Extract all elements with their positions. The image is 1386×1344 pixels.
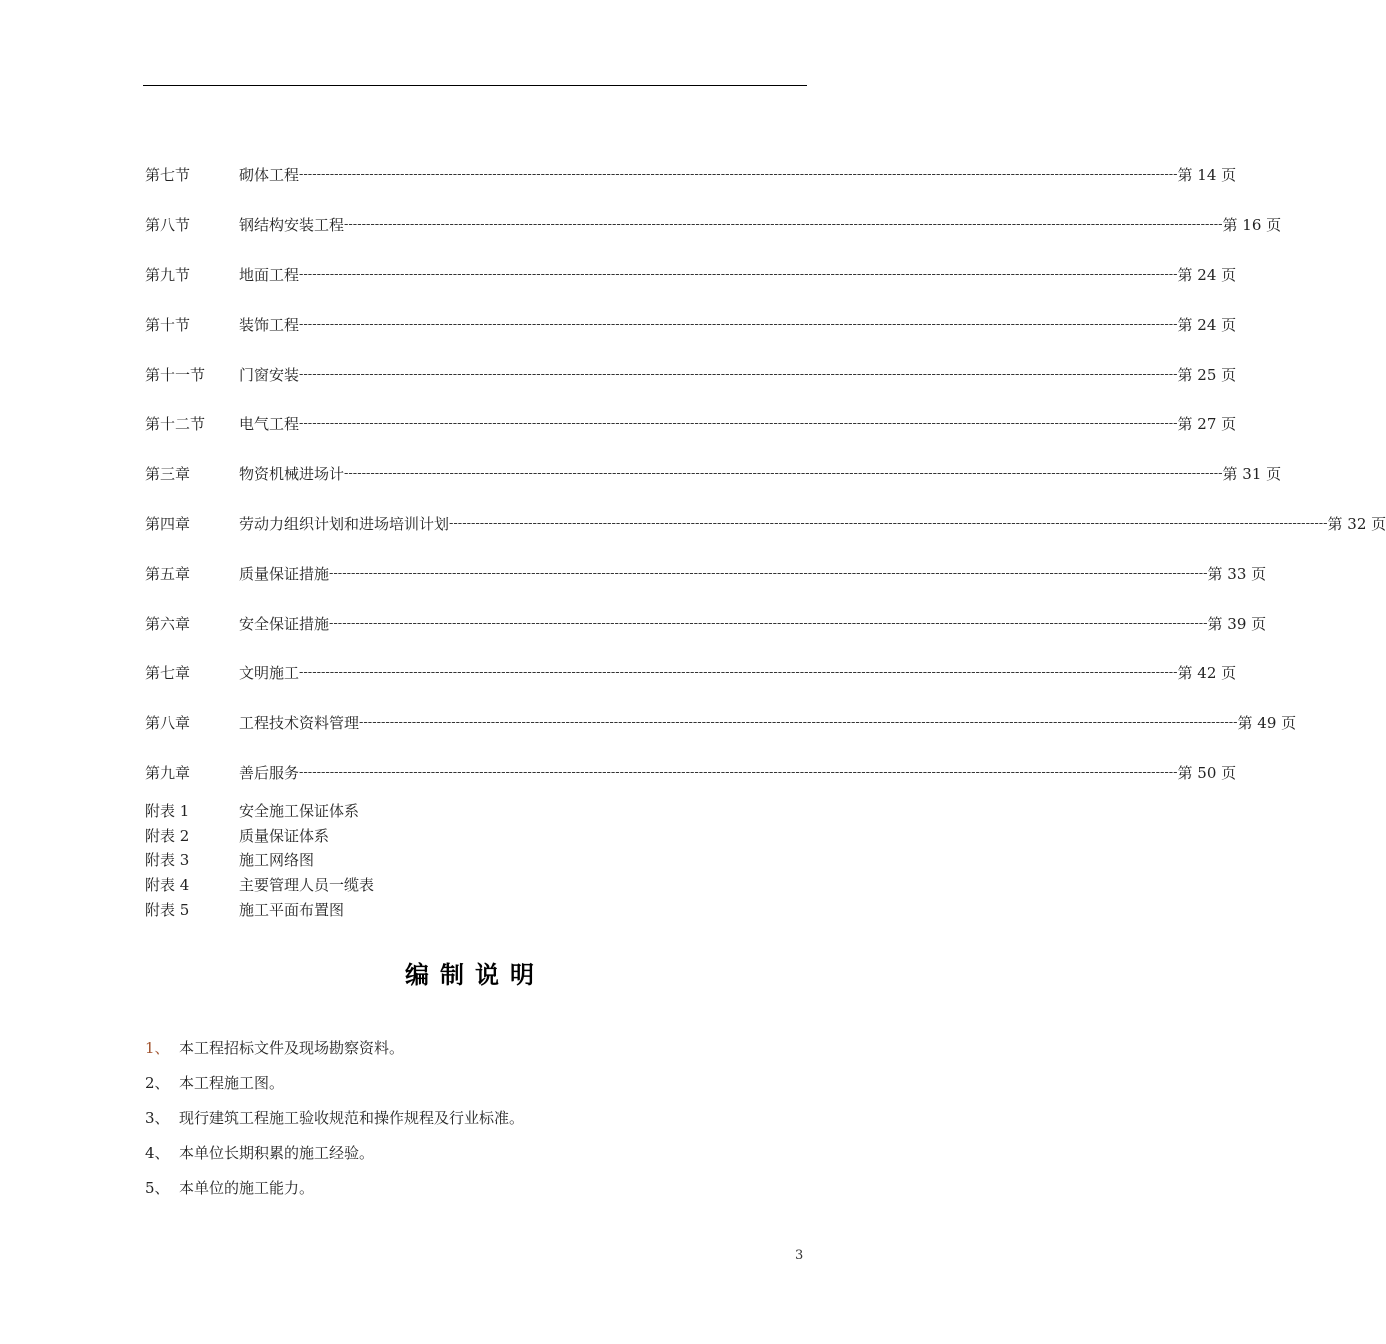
appendix-list — [145, 798, 745, 922]
toc-label: 第十一节 — [145, 365, 206, 384]
note-text: 现行建筑工程施工验收规范和操作规程及行业标准。 — [179, 1109, 525, 1127]
toc-title: 门窗安装 — [239, 365, 300, 384]
toc-row[interactable] — [145, 698, 1297, 748]
toc-title: 地面工程 — [239, 265, 300, 284]
toc-title: 物资机械进场计 — [239, 465, 345, 484]
toc-label: 第九节 — [145, 265, 191, 284]
appendix-item — [145, 848, 745, 873]
toc-title: 装饰工程 — [239, 315, 300, 334]
appendix-item — [145, 798, 745, 823]
note-item — [145, 1135, 805, 1170]
toc-row[interactable] — [145, 499, 1386, 549]
appendix-title: 质量保证体系 — [239, 826, 330, 845]
dot-leader: -------------------------------------------------------------------------------------------------------------------------------------------------------------------------------------------------------- — [449, 515, 1328, 531]
toc-title: 钢结构安装工程 — [239, 216, 345, 235]
toc-page: 第 27 页 — [1177, 415, 1237, 434]
toc-row[interactable] — [145, 250, 1237, 300]
toc-row[interactable] — [145, 449, 1282, 499]
appendix-title: 安全施工保证体系 — [239, 801, 360, 820]
note-number: 2、 — [145, 1074, 170, 1092]
toc-title: 质量保证措施 — [239, 564, 330, 583]
toc-label: 第五章 — [145, 564, 191, 583]
section-title: 编制说明 — [405, 960, 545, 989]
toc-page: 第 24 页 — [1177, 265, 1237, 284]
table-of-contents — [145, 150, 1386, 797]
toc-label: 第九章 — [145, 763, 191, 782]
toc-label: 第八章 — [145, 714, 191, 733]
toc-row[interactable] — [145, 150, 1237, 200]
note-item — [145, 1030, 805, 1065]
appendix-label: 附表 3 — [145, 851, 190, 870]
note-text: 本工程招标文件及现场勘察资料。 — [179, 1039, 405, 1057]
toc-page: 第 24 页 — [1177, 315, 1237, 334]
note-item — [145, 1065, 805, 1100]
dot-leader: -------------------------------------------------------------------------------------------------------------------------------------------------------------------------------------------------------- — [299, 366, 1178, 382]
appendix-item — [145, 897, 745, 922]
toc-title: 砌体工程 — [239, 166, 300, 185]
appendix-title: 施工平面布置图 — [239, 901, 345, 920]
dot-leader: -------------------------------------------------------------------------------------------------------------------------------------------------------------------------------------------------------- — [299, 764, 1178, 780]
toc-label: 第七章 — [145, 664, 191, 683]
toc-page: 第 49 页 — [1237, 714, 1297, 733]
notes-list — [145, 1030, 805, 1205]
note-number: 4、 — [145, 1144, 170, 1162]
toc-title: 劳动力组织计划和进场培训计划 — [239, 514, 450, 533]
toc-page: 第 14 页 — [1177, 166, 1237, 185]
dot-leader: -------------------------------------------------------------------------------------------------------------------------------------------------------------------------------------------------------- — [359, 715, 1238, 731]
toc-row[interactable] — [145, 299, 1237, 349]
toc-row[interactable] — [145, 598, 1267, 648]
note-text: 本单位长期积累的施工经验。 — [179, 1144, 375, 1162]
dot-leader: -------------------------------------------------------------------------------------------------------------------------------------------------------------------------------------------------------- — [344, 466, 1223, 482]
appendix-title: 施工网络图 — [239, 851, 315, 870]
toc-row[interactable] — [145, 349, 1237, 399]
toc-title: 电气工程 — [239, 415, 300, 434]
dot-leader: -------------------------------------------------------------------------------------------------------------------------------------------------------------------------------------------------------- — [299, 167, 1178, 183]
appendix-title: 主要管理人员一缆表 — [239, 876, 375, 895]
dot-leader: -------------------------------------------------------------------------------------------------------------------------------------------------------------------------------------------------------- — [299, 266, 1178, 282]
toc-label: 第十节 — [145, 315, 191, 334]
toc-page: 第 31 页 — [1222, 465, 1282, 484]
appendix-item — [145, 823, 745, 848]
toc-label: 第三章 — [145, 465, 191, 484]
toc-row[interactable] — [145, 648, 1237, 698]
toc-title: 善后服务 — [239, 763, 300, 782]
note-item — [145, 1100, 805, 1135]
note-text: 本工程施工图。 — [179, 1074, 285, 1092]
toc-title: 工程技术资料管理 — [239, 714, 360, 733]
note-number: 1、 — [145, 1039, 170, 1057]
dot-leader: -------------------------------------------------------------------------------------------------------------------------------------------------------------------------------------------------------- — [329, 615, 1208, 631]
toc-label: 第六章 — [145, 614, 191, 633]
dot-leader: -------------------------------------------------------------------------------------------------------------------------------------------------------------------------------------------------------- — [344, 217, 1223, 233]
toc-label: 第四章 — [145, 514, 191, 533]
note-item — [145, 1170, 805, 1205]
dot-leader: -------------------------------------------------------------------------------------------------------------------------------------------------------------------------------------------------------- — [299, 416, 1178, 432]
toc-page: 第 39 页 — [1207, 614, 1267, 633]
toc-title: 文明施工 — [239, 664, 300, 683]
toc-label: 第十二节 — [145, 415, 206, 434]
dot-leader: -------------------------------------------------------------------------------------------------------------------------------------------------------------------------------------------------------- — [299, 665, 1178, 681]
header-rule — [143, 85, 807, 86]
toc-page: 第 16 页 — [1222, 216, 1282, 235]
toc-row[interactable] — [145, 200, 1282, 250]
toc-row[interactable] — [145, 399, 1237, 449]
toc-page: 第 32 页 — [1327, 514, 1386, 533]
appendix-item — [145, 872, 745, 897]
note-number: 5、 — [145, 1179, 170, 1197]
toc-page: 第 33 页 — [1207, 564, 1267, 583]
dot-leader: -------------------------------------------------------------------------------------------------------------------------------------------------------------------------------------------------------- — [299, 316, 1178, 332]
toc-page: 第 25 页 — [1177, 365, 1237, 384]
toc-page: 第 50 页 — [1177, 763, 1237, 782]
note-number: 3、 — [145, 1109, 170, 1127]
note-text: 本单位的施工能力。 — [179, 1179, 315, 1197]
appendix-label: 附表 5 — [145, 901, 190, 920]
toc-page: 第 42 页 — [1177, 664, 1237, 683]
toc-label: 第七节 — [145, 166, 191, 185]
toc-title: 安全保证措施 — [239, 614, 330, 633]
toc-label: 第八节 — [145, 216, 191, 235]
page-number: 3 — [795, 1248, 804, 1263]
appendix-label: 附表 1 — [145, 801, 190, 820]
appendix-label: 附表 4 — [145, 876, 190, 895]
dot-leader: -------------------------------------------------------------------------------------------------------------------------------------------------------------------------------------------------------- — [329, 565, 1208, 581]
toc-row[interactable] — [145, 748, 1237, 798]
toc-row[interactable] — [145, 548, 1267, 598]
appendix-label: 附表 2 — [145, 826, 190, 845]
